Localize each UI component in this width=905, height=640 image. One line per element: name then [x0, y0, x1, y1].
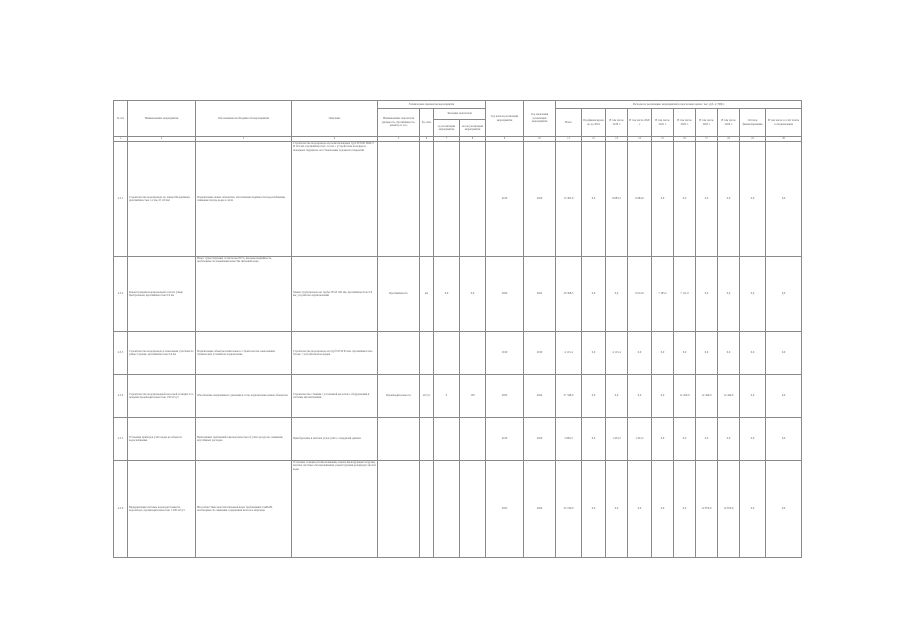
row-justification: Износ существующих сетей более 80 %, высокая аварийность, необходимость повышения качества питьевой воды — [196, 257, 292, 332]
row-2019: 4 115,4 — [606, 332, 628, 375]
row-number: 2.3.6 — [114, 461, 128, 558]
row-2020: 6 012,0 — [628, 257, 652, 332]
row-2022: 7 111,0 — [674, 257, 696, 332]
row-2023: 12 870,0 — [696, 461, 718, 558]
row-2024: 12 449,0 — [718, 375, 740, 418]
col-number-header: № п/п — [114, 101, 128, 137]
row-2021: 0,0 — [652, 461, 674, 558]
row-2019: 1 453,2 — [606, 418, 628, 461]
column-number: 4 — [292, 137, 378, 142]
row-2021: 0,0 — [652, 418, 674, 461]
row-justification: Несоответствие качества питьевой воды требованиям СанПиН, необходимость снижения содержания железа и марганца — [196, 461, 292, 558]
column-number: 2 — [128, 137, 196, 142]
row-param — [378, 418, 420, 461]
col-justification-header: Обоснование необходимости мероприятия — [196, 101, 292, 137]
col-effect-header: В том числе за счёт платы за подключение — [766, 109, 802, 137]
row-remaining: 0,0 — [740, 257, 766, 332]
table-row — [114, 418, 802, 461]
row-year-start: 2019 — [486, 418, 524, 461]
row-after — [460, 418, 486, 461]
group-costs-header: Расходы на реализацию мероприятий в прогнозных ценах, тыс. руб. (с НДС) — [556, 101, 802, 109]
column-number: 6 — [420, 137, 434, 142]
row-after: 150 — [460, 375, 486, 418]
row-spent: 0,0 — [582, 418, 606, 461]
column-number: 1 — [114, 137, 128, 142]
group-params-header: Технические параметры мероприятия — [378, 101, 486, 109]
row-justification: Подключение новых абонентов, обеспечение надёжности водоснабжения, снижение потерь воды в сетях — [196, 142, 292, 257]
row-total: 20 308,5 — [556, 257, 582, 332]
column-number: 8 — [460, 137, 486, 142]
row-remaining: 0,0 — [740, 418, 766, 461]
row-remaining: 0,0 — [740, 332, 766, 375]
row-description: Строительство водопровода из полиэтиленовых труб ПЭ100 SDR17 Ø 110 мм, протяжённостью 1,2 км, с устройством колодцев и пожарных гидрантов, восстановление дорожного покрытия — [292, 142, 378, 257]
row-2024: 0,0 — [718, 332, 740, 375]
row-description: Строительство водопровода из труб ПЭ Ø 63 мм, протяжённостью 0,6 км, с устройством колодцев — [292, 332, 378, 375]
row-after — [460, 332, 486, 375]
column-number: 17 — [696, 137, 718, 142]
row-2023: 0,0 — [696, 418, 718, 461]
row-number: 2.3.4 — [114, 375, 128, 418]
row-2019: 0,0 — [606, 257, 628, 332]
row-2024: 12 870,0 — [718, 461, 740, 558]
row-spent: 0,0 — [582, 257, 606, 332]
column-number: 20 — [766, 137, 802, 142]
col-total-header: Всего — [556, 109, 582, 137]
column-number: 18 — [718, 137, 740, 142]
column-number: 12 — [582, 137, 606, 142]
row-remaining: 0,0 — [740, 142, 766, 257]
row-name: Модернизация системы водоподготовки на водозаборе, производительностью 1 200 м³/сут — [128, 461, 196, 558]
row-number: 2.3.5 — [114, 418, 128, 461]
column-number: 7 — [434, 137, 460, 142]
row-effect: 0,0 — [766, 332, 802, 375]
column-number: 16 — [674, 137, 696, 142]
row-param: Протяжённость — [378, 257, 420, 332]
column-number: 15 — [652, 137, 674, 142]
row-justification: Выполнение требований законодательства об учёте ресурсов, снижение неучтённых расходов — [196, 418, 292, 461]
col-2019-header: В том числе 2019 г. — [606, 109, 628, 137]
row-spent: 0,0 — [582, 142, 606, 257]
row-unit — [420, 418, 434, 461]
row-2020: 1 453,1 — [628, 418, 652, 461]
row-2022: 0,0 — [674, 142, 696, 257]
row-justification: Подключение объектов капитального строительства, выполнение технических условий на подключение — [196, 332, 292, 375]
row-name: Реконструкция водопроводной сети по улице Центральная, протяжённостью 0,9 км — [128, 257, 196, 332]
sub-values-header: Значение показателя — [434, 109, 486, 120]
row-2021: 7 185,5 — [652, 257, 674, 332]
column-number: 9 — [486, 137, 524, 142]
row-year-start: 2019 — [486, 142, 524, 257]
row-spent: 0,0 — [582, 332, 606, 375]
row-year-start: 2020 — [486, 257, 524, 332]
row-name: Строительство водопроводной насосной станции 2-го подъёма производительностью 150 м³/сут — [128, 375, 196, 418]
row-param — [378, 461, 420, 558]
row-before — [434, 461, 460, 558]
sub-after-header: после реализации мероприятия — [460, 120, 486, 137]
row-before: 0 — [434, 375, 460, 418]
col-spent-header: Профинансировано до 2019 — [582, 109, 606, 137]
row-year-end: 2022 — [524, 257, 556, 332]
column-number: 3 — [196, 137, 292, 142]
row-unit — [420, 461, 434, 558]
row-year-end: 2024 — [524, 375, 556, 418]
header-row-1 — [114, 101, 802, 109]
row-2020: 0,0 — [628, 375, 652, 418]
column-number: 11 — [556, 137, 582, 142]
row-2024: 0,0 — [718, 142, 740, 257]
row-year-start: 2023 — [486, 461, 524, 558]
row-after: 0,9 — [460, 257, 486, 332]
table-row — [114, 375, 802, 418]
column-number: 19 — [740, 137, 766, 142]
row-2019: 8 683,3 — [606, 142, 628, 257]
sub-before-header: до реализации мероприятия — [434, 120, 460, 137]
row-name: Строительство водопровода к земельным участкам по улице Садовая, протяжённостью 0,6 км — [128, 332, 196, 375]
row-2019: 0,0 — [606, 461, 628, 558]
col-2024-header: В том числе 2024 г. — [718, 109, 740, 137]
table-row — [114, 461, 802, 558]
row-2022: 0,0 — [674, 461, 696, 558]
row-before: 0,9 — [434, 257, 460, 332]
table-row — [114, 257, 802, 332]
row-2022: 12 450,0 — [674, 375, 696, 418]
row-year-end: 2020 — [524, 418, 556, 461]
row-justification: Обеспечение нормативного давления в сети, подключение новых абонентов — [196, 375, 292, 418]
row-2020: 0,0 — [628, 461, 652, 558]
column-number: 10 — [524, 137, 556, 142]
row-unit — [420, 142, 434, 257]
sub-unit-header: Ед. изм. — [420, 109, 434, 137]
row-param — [378, 142, 420, 257]
row-param — [378, 332, 420, 375]
row-effect: 0,0 — [766, 418, 802, 461]
row-2024: 0,0 — [718, 418, 740, 461]
investment-program-table — [113, 100, 802, 558]
row-description: Приобретение и монтаж узлов учёта с передачей данных — [292, 418, 378, 461]
col-year-start-header: Год начала реализации мероприятия — [486, 101, 524, 137]
row-2022: 0,0 — [674, 418, 696, 461]
row-name: Строительство водопровода по улице Молодёжная, протяжённостью 1,2 км, Ø 110 мм — [128, 142, 196, 257]
col-remaining-header: Остаток финансирования — [740, 109, 766, 137]
row-2023: 0,0 — [696, 332, 718, 375]
row-2021: 0,0 — [652, 332, 674, 375]
row-2019: 0,0 — [606, 375, 628, 418]
row-before — [434, 418, 460, 461]
row-unit: км — [420, 257, 434, 332]
row-before — [434, 142, 460, 257]
row-effect: 0,0 — [766, 375, 802, 418]
row-total: 2 906,3 — [556, 418, 582, 461]
row-number: 2.3.3 — [114, 332, 128, 375]
row-after — [460, 461, 486, 558]
row-description: Строительство станции с установкой насосного оборудования и системы автоматизации — [292, 375, 378, 418]
row-2020: 0,0 — [628, 332, 652, 375]
row-year-end: 2019 — [524, 332, 556, 375]
row-total: 15 365,9 — [556, 142, 582, 257]
row-year-end: 2020 — [524, 142, 556, 257]
row-year-start: 2019 — [486, 332, 524, 375]
row-2023: 0,0 — [696, 257, 718, 332]
row-after — [460, 142, 486, 257]
row-year-start: 2022 — [486, 375, 524, 418]
table-row — [114, 142, 802, 257]
column-number: 13 — [606, 137, 628, 142]
col-description-header: Описание — [292, 101, 378, 137]
row-description: Замена трубопровода на трубы ПЭ Ø 160 мм, протяжённостью 0,9 км, устройство переключений — [292, 257, 378, 332]
row-2021: 0,0 — [652, 142, 674, 257]
col-name-header: Наименование мероприятия — [128, 101, 196, 137]
document-sheet — [113, 100, 801, 562]
row-remaining: 0,0 — [740, 461, 766, 558]
row-2021: 0,0 — [652, 375, 674, 418]
row-total: 37 348,0 — [556, 375, 582, 418]
col-2022-header: В том числе 2022 г. — [674, 109, 696, 137]
column-number: 5 — [378, 137, 420, 142]
row-2024: 0,0 — [718, 257, 740, 332]
row-description: Установка станции обезжелезивания, замена фильтрующей загрузки, монтаж системы обеззараживания, реконструкция резервуара чистой воды — [292, 461, 378, 558]
row-effect: 0,0 — [766, 257, 802, 332]
row-unit — [420, 332, 434, 375]
row-2022: 0,0 — [674, 332, 696, 375]
row-total: 25 740,0 — [556, 461, 582, 558]
row-total: 4 115,4 — [556, 332, 582, 375]
row-effect: 0,0 — [766, 461, 802, 558]
row-remaining: 0,0 — [740, 375, 766, 418]
row-spent: 0,0 — [582, 461, 606, 558]
col-2020-header: В том числе 2020 г. — [628, 109, 652, 137]
row-number: 2.3.2 — [114, 257, 128, 332]
col-2021-header: В том числе 2021 г. — [652, 109, 674, 137]
table-row — [114, 332, 802, 375]
row-effect: 0,0 — [766, 142, 802, 257]
row-2020: 6 682,6 — [628, 142, 652, 257]
sub-param-name-header: Наименование показателя (мощность, протяжённость, диаметр и т.п.) — [378, 109, 420, 137]
row-2023: 12 449,0 — [696, 375, 718, 418]
row-spent: 0,0 — [582, 375, 606, 418]
row-2023: 0,0 — [696, 142, 718, 257]
row-param: Производительность — [378, 375, 420, 418]
row-before — [434, 332, 460, 375]
column-number: 14 — [628, 137, 652, 142]
row-number: 2.3.1 — [114, 142, 128, 257]
col-year-end-header: Год окончания реализации мероприятия — [524, 101, 556, 137]
col-2023-header: В том числе 2023 г. — [696, 109, 718, 137]
row-name: Установка приборов учёта воды на объектах водоснабжения — [128, 418, 196, 461]
row-unit: м³/сут — [420, 375, 434, 418]
row-year-end: 2024 — [524, 461, 556, 558]
